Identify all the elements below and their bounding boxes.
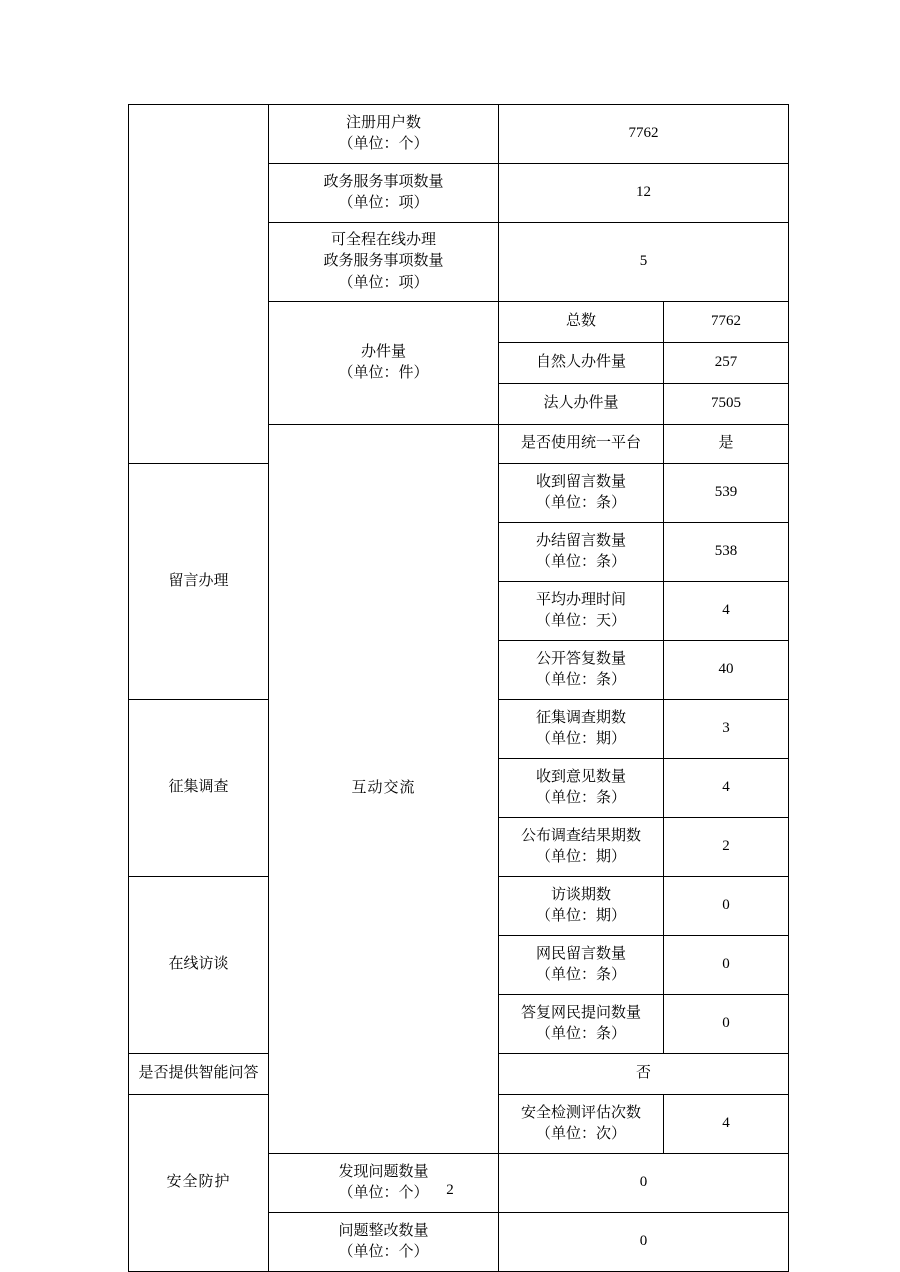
report-table-container — [128, 104, 788, 1272]
subrow-label-opinions-received: 收到意见数量 （单位：条） — [499, 759, 664, 818]
row-label-smart-qa: 是否提供智能问答 — [129, 1054, 269, 1095]
subrow-value-total: 7762 — [664, 302, 789, 343]
subrow-label-interview-sessions: 访谈期数 （单位：期） — [499, 877, 664, 936]
subrow-label-legal-person: 法人办件量 — [499, 384, 664, 425]
table-row — [129, 105, 789, 164]
subrow-value-results-published: 2 — [664, 818, 789, 877]
subrow-label-messages-completed: 办结留言数量 （单位：条） — [499, 523, 664, 582]
row-label-issues-fixed: 问题整改数量 （单位：个） — [269, 1213, 499, 1272]
row-label-message-handling: 留言办理 — [129, 464, 269, 700]
row-value-registered-users: 7762 — [499, 105, 789, 164]
page-number: 2 — [446, 1182, 454, 1198]
category-cell-security: 安全防护 — [129, 1095, 269, 1272]
row-label-online-interview: 在线访谈 — [129, 877, 269, 1054]
subrow-value-messages-completed: 538 — [664, 523, 789, 582]
annual-report-table — [128, 104, 789, 1272]
row-label-online-service-items: 可全程在线办理 政务服务事项数量 （单位：项） — [269, 223, 499, 302]
row-label-unified-platform: 是否使用统一平台 — [499, 425, 664, 464]
row-value-smart-qa: 否 — [499, 1054, 789, 1095]
row-value-unified-platform: 是 — [664, 425, 789, 464]
subrow-label-results-published: 公布调查结果期数 （单位：期） — [499, 818, 664, 877]
category-cell-top — [129, 105, 269, 464]
row-value-security-assessments: 4 — [664, 1095, 789, 1154]
row-label-security-assessments: 安全检测评估次数 （单位：次） — [499, 1095, 664, 1154]
row-label-issues-found: 发现问题数量 （单位：个） — [269, 1154, 499, 1213]
subrow-label-netizen-messages: 网民留言数量 （单位：条） — [499, 936, 664, 995]
subrow-label-average-time: 平均办理时间 （单位：天） — [499, 582, 664, 641]
subrow-label-public-replies: 公开答复数量 （单位：条） — [499, 641, 664, 700]
subrow-value-interview-sessions: 0 — [664, 877, 789, 936]
subrow-value-netizen-replies: 0 — [664, 995, 789, 1054]
subrow-value-public-replies: 40 — [664, 641, 789, 700]
subrow-label-netizen-replies: 答复网民提问数量 （单位：条） — [499, 995, 664, 1054]
row-label-registered-users: 注册用户数 （单位：个） — [269, 105, 499, 164]
subrow-label-survey-sessions: 征集调查期数 （单位：期） — [499, 700, 664, 759]
row-value-online-service-items: 5 — [499, 223, 789, 302]
subrow-value-opinions-received: 4 — [664, 759, 789, 818]
subrow-value-survey-sessions: 3 — [664, 700, 789, 759]
row-value-service-items: 12 — [499, 164, 789, 223]
row-value-issues-fixed: 0 — [499, 1213, 789, 1272]
subrow-value-netizen-messages: 0 — [664, 936, 789, 995]
row-label-transaction-volume: 办件量 （单位：件） — [269, 302, 499, 425]
row-value-issues-found: 0 — [499, 1154, 789, 1213]
row-label-survey: 征集调查 — [129, 700, 269, 877]
subrow-value-legal-person: 7505 — [664, 384, 789, 425]
subrow-label-natural-person: 自然人办件量 — [499, 343, 664, 384]
subrow-value-messages-received: 539 — [664, 464, 789, 523]
subrow-label-messages-received: 收到留言数量 （单位：条） — [499, 464, 664, 523]
subrow-value-average-time: 4 — [664, 582, 789, 641]
subrow-value-natural-person: 257 — [664, 343, 789, 384]
category-cell-interaction: 互动交流 — [269, 425, 499, 1154]
row-label-service-items: 政务服务事项数量 （单位：项） — [269, 164, 499, 223]
subrow-label-total: 总数 — [499, 302, 664, 343]
